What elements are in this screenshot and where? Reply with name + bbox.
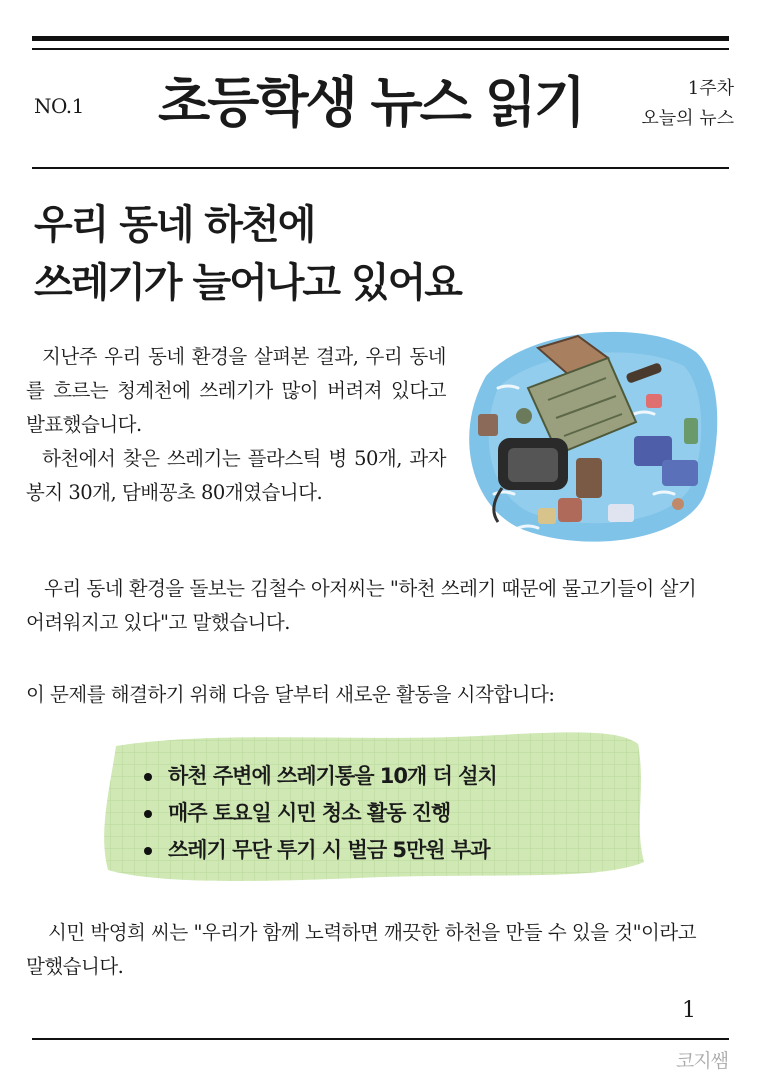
footer-divider: [32, 1038, 729, 1040]
river-trash-illustration-icon: [458, 318, 720, 548]
week-label: [641, 74, 734, 134]
header-divider: [32, 167, 729, 169]
masthead-title: 초등학생 뉴스 읽기: [158, 71, 583, 134]
action-item: 매주 토요일 시민 청소 활동 진행: [140, 795, 497, 832]
headline-line-2: 쓰레기가 늘어나고 있어요: [34, 260, 461, 306]
paragraph-1b: 하천에서 찾은 쓰레기는 플라스틱 병 50개, 과자 봉지 30개, 담배꽁초 80개였습니다.: [26, 447, 446, 504]
paragraph-3: 이 문제를 해결하기 위해 다음 달부터 새로운 활동을 시작합니다:: [26, 683, 555, 706]
intro-paragraphs: [26, 340, 446, 510]
page-number: 1: [682, 998, 696, 1023]
paragraph-2: 우리 동네 환경을 돌보는 김철수 아저씨는 "하천 쓰레기 때문에 물고기들이 살기 어려워지고 있다"고 말했습니다.: [26, 577, 697, 634]
top-rule-thin: [32, 48, 729, 50]
top-rule-thick: [32, 36, 729, 41]
issue-number: NO.1: [34, 94, 84, 118]
author-credit: 코지쌤: [675, 1050, 728, 1072]
paragraph-4: 시민 박영희 씨는 "우리가 함께 노력하면 깨끗한 하천을 만들 수 있을 것"이라고 말했습니다.: [26, 921, 697, 978]
action-item: 쓰레기 무단 투기 시 벌금 5만원 부과: [140, 832, 497, 869]
headline-line-1: 우리 동네 하천에: [34, 202, 315, 248]
action-item: 하천 주변에 쓰레기통을 10개 더 설치: [140, 758, 497, 795]
section-subtitle: 오늘의 뉴스: [641, 108, 734, 129]
paragraph-1: 지난주 우리 동네 환경을 살펴본 결과, 우리 동네를 흐르는 청계천에 쓰레기가 많이 버려져 있다고 발표했습니다.: [26, 345, 446, 436]
action-list: [140, 758, 497, 869]
article-headline: [34, 196, 724, 312]
week-number: 1주차: [687, 78, 734, 99]
